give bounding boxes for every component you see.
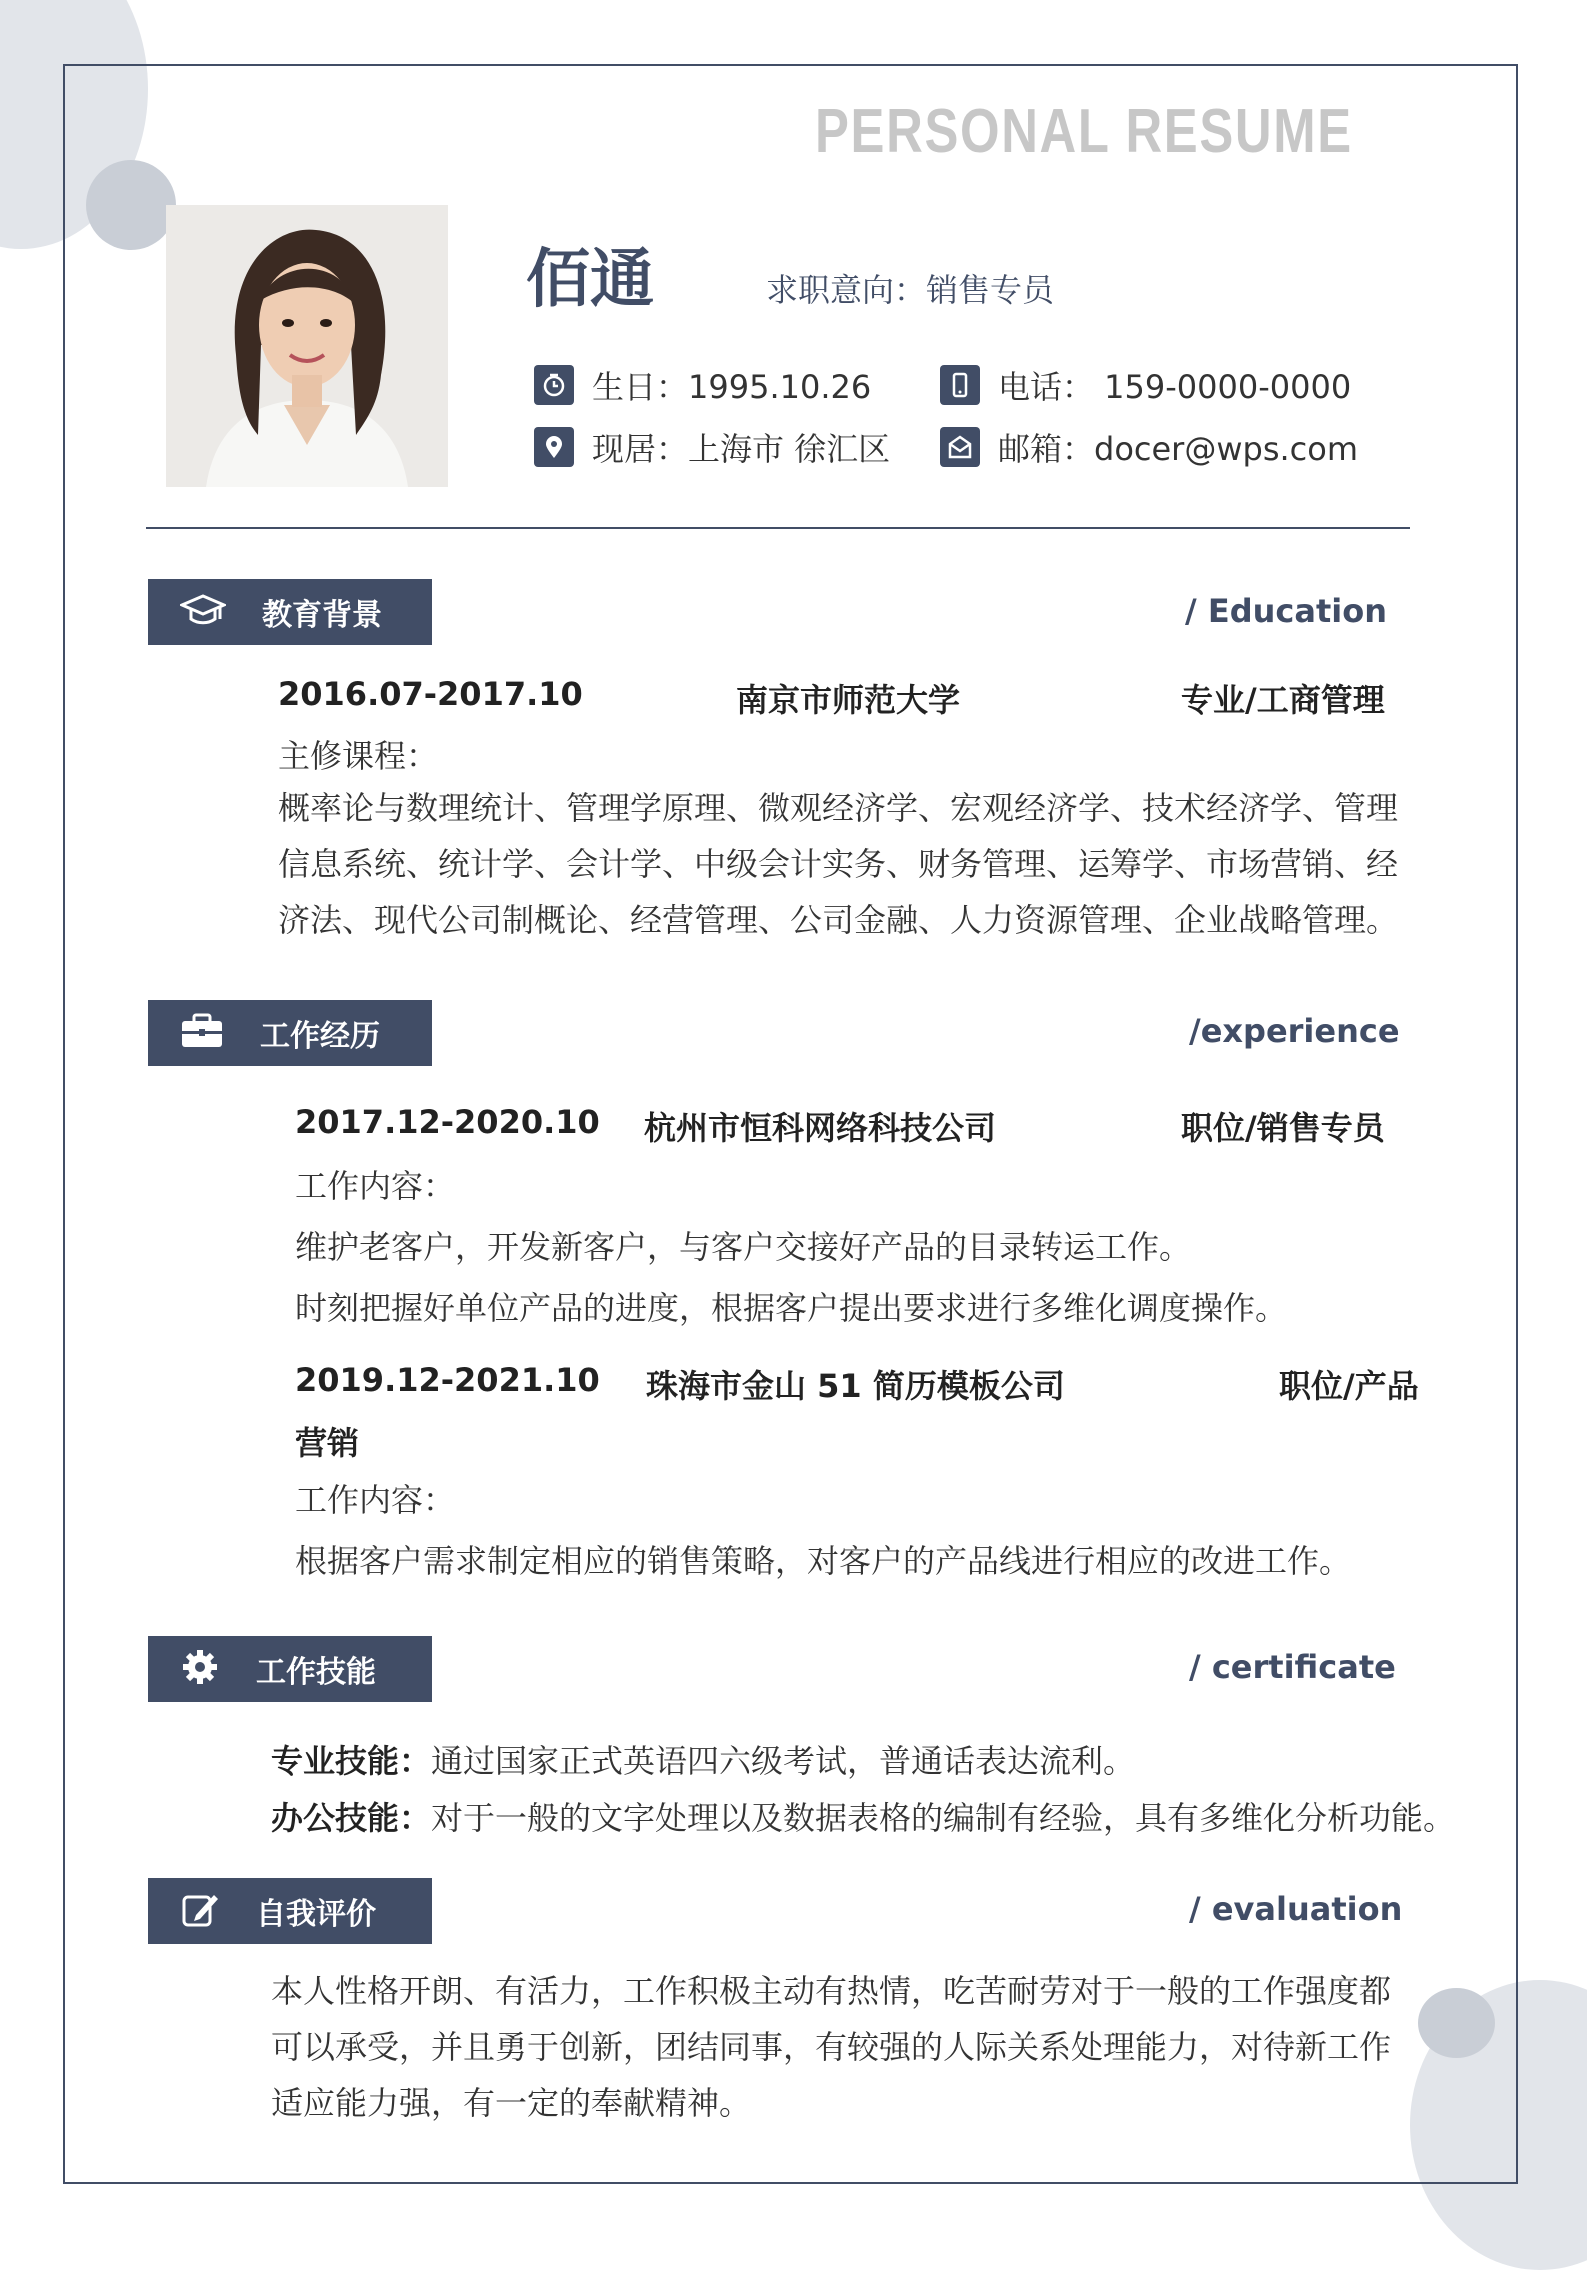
skill-label-office: 办公技能： bbox=[271, 1799, 432, 1837]
section-header-evaluation bbox=[148, 1878, 432, 1944]
job-2-position: 职位/产品 bbox=[1279, 1367, 1419, 1405]
job-2-company: 珠海市金山 51 简历模板公司 bbox=[646, 1367, 1065, 1405]
job-1-period: 2017.12-2020.10 bbox=[295, 1103, 600, 1141]
briefcase-icon bbox=[180, 1013, 224, 1053]
job-2-position-cont: 营销 bbox=[295, 1424, 360, 1462]
job-1-position: 职位/销售专员 bbox=[1181, 1109, 1385, 1147]
section-title-experience: 工作经历 bbox=[260, 1019, 380, 1054]
section-title-en-experience: /experience bbox=[1189, 1012, 1400, 1050]
section-header-experience bbox=[148, 1000, 432, 1066]
skill-text-office: 对于一般的文字处理以及数据表格的编制有经验，具有多维化分析功能。 bbox=[431, 1799, 1456, 1837]
email-text: 邮箱：docer@wps.com bbox=[998, 430, 1359, 468]
header-divider bbox=[146, 527, 1410, 529]
courses-label: 主修课程： bbox=[278, 737, 439, 775]
skill-text-professional: 通过国家正式英语四六级考试，普通话表达流利。 bbox=[431, 1742, 1136, 1780]
birthday-text: 生日：1995.10.26 bbox=[592, 368, 872, 406]
education-period: 2016.07-2017.10 bbox=[278, 675, 583, 713]
job-1-company: 杭州市恒科网络科技公司 bbox=[644, 1109, 997, 1147]
skill-row-office bbox=[271, 1793, 1455, 1839]
education-school: 南京市师范大学 bbox=[736, 681, 961, 719]
phone-text: 电话： 159-0000-0000 bbox=[998, 368, 1352, 406]
job-intent: 求职意向：销售专员 bbox=[766, 271, 1055, 309]
address-text: 现居：上海市 徐汇区 bbox=[592, 430, 891, 468]
section-title-evaluation: 自我评价 bbox=[256, 1897, 376, 1932]
section-title-education: 教育背景 bbox=[262, 598, 382, 633]
job-2-line-1: 根据客户需求制定相应的销售策略，对客户的产品线进行相应的改进工作。 bbox=[295, 1542, 1352, 1580]
evaluation-text: 本人性格开朗、有活力，工作积极主动有热情，吃苦耐劳对于一般的工作强度都可以承受，并且勇于创新，团结同事，有较强的人际关系处理能力，对待新工作适应能力强，有一定的奉献精神。 bbox=[271, 1972, 1392, 2122]
section-title-en-evaluation: / evaluation bbox=[1189, 1890, 1403, 1928]
skill-row-professional bbox=[271, 1736, 1135, 1782]
resume-title-en: PERSONAL RESUME bbox=[815, 97, 1353, 166]
gear-icon bbox=[180, 1647, 220, 1691]
candidate-name: 佰通 bbox=[526, 243, 654, 317]
job-1-line-1: 维护老客户，开发新客户，与客户交接好产品的目录转运工作。 bbox=[295, 1228, 1192, 1266]
section-title-en-education: / Education bbox=[1185, 592, 1387, 630]
edit-pen-icon bbox=[180, 1889, 220, 1933]
email-row bbox=[940, 424, 1358, 470]
job-1-line-2: 时刻把握好单位产品的进度，根据客户提出要求进行多维化调度操作。 bbox=[295, 1289, 1288, 1327]
section-header-education bbox=[148, 579, 432, 645]
address-row bbox=[534, 424, 890, 470]
job-2-content-label: 工作内容： bbox=[295, 1481, 456, 1519]
job-2-period: 2019.12-2021.10 bbox=[295, 1361, 600, 1399]
profile-photo bbox=[166, 205, 448, 487]
phone-icon bbox=[940, 365, 980, 405]
birthday-row bbox=[534, 362, 871, 408]
education-major: 专业/工商管理 bbox=[1181, 681, 1385, 719]
envelope-icon bbox=[940, 427, 980, 467]
clock-icon bbox=[534, 365, 574, 405]
section-title-skills: 工作技能 bbox=[256, 1655, 376, 1690]
courses-text: 概率论与数理统计、管理学原理、微观经济学、宏观经济学、技术经济学、管理信息系统、统计学、会计学、中级会计实务、财务管理、运筹学、市场营销、经济法、现代公司制概论、经营管理、公司金融、人力资源管理、企业战略管理。 bbox=[278, 789, 1399, 939]
job-1-content-label: 工作内容： bbox=[295, 1167, 456, 1205]
phone-row bbox=[940, 362, 1351, 408]
skill-label-professional: 专业技能： bbox=[271, 1742, 432, 1780]
graduation-cap-icon bbox=[180, 593, 226, 631]
location-pin-icon bbox=[534, 427, 574, 467]
section-title-en-skills: / certificate bbox=[1189, 1648, 1396, 1686]
section-header-skills bbox=[148, 1636, 432, 1702]
